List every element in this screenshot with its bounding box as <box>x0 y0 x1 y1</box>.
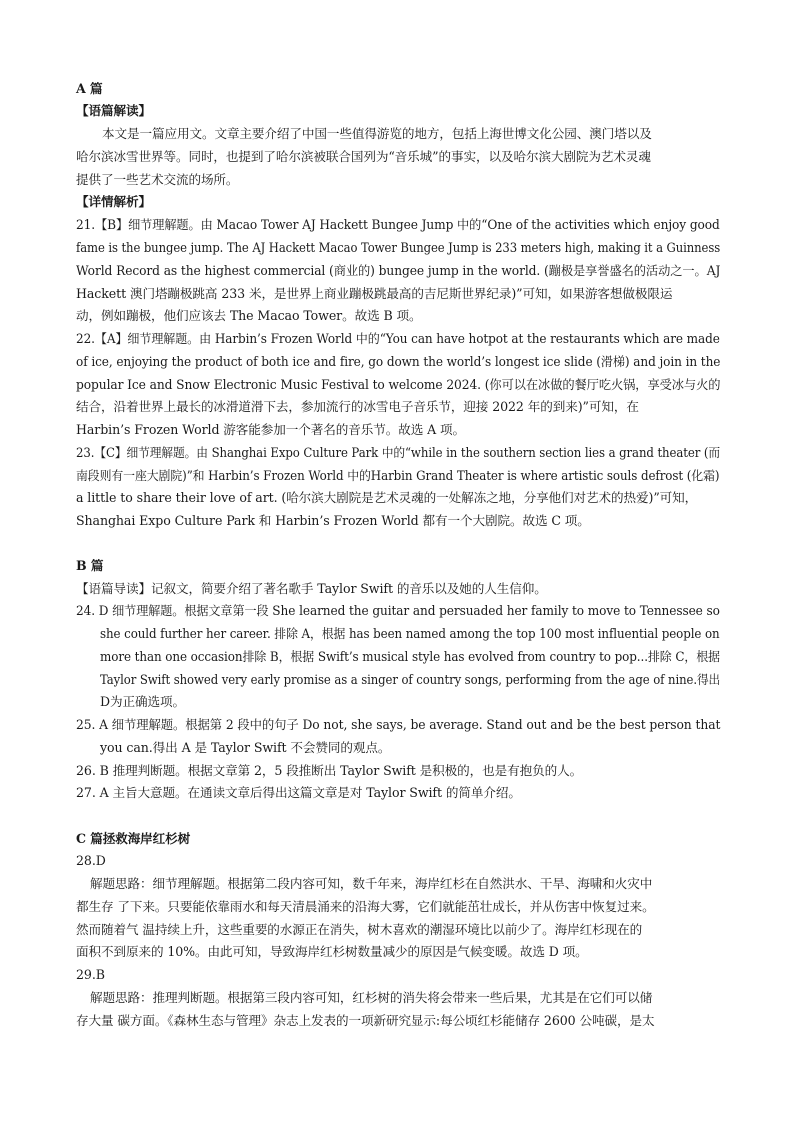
reading-line: 本文是一篇应用文。文章主要介绍了中国一些值得游览的地方，包括上海世博文化公园、澳门塔以及 <box>102 126 652 141</box>
section-a-heading: A 篇 <box>76 81 103 96</box>
q23-line: 23.【C】细节理解题。由 Shanghai Expo Culture Park 中的“while in the southern section lies a grand theater (而 <box>76 445 720 460</box>
q29-line: 解题思路：推理判断题。根据第三段内容可知，红杉树的消失将会带来一些后果，尤其是在它们可以储 <box>90 990 653 1005</box>
reading-line: 提供了一些艺术交流的场所。 <box>76 172 239 187</box>
q28-line: 都生存 了下来。只要能依靠雨水和每天清晨涌来的沿海大雾，它们就能茁壮成长，并从伤害中恢复过来。 <box>76 899 655 914</box>
q21-line: World Record as the highest commercial (商业的) bungee jump in the world. (蹦极是享誉盛名的活动之一。AJ <box>76 263 721 278</box>
q22-line: 22.【A】细节理解题。由 Harbin’s Frozen World 中的“You can have hotpot at the restaurants which are made <box>76 331 720 346</box>
q23-line: a little to share their love of art. (哈尔滨大剧院是艺术灵魂的一处解冻之地，分享他们对艺术的热爱)”可知， <box>76 490 698 505</box>
q24-line: 24. D 细节理解题。根据文章第一段 She learned the guitar and persuaded her family to move to Tennessee so <box>76 603 720 618</box>
section-b-guide: 【语篇导读】记叙文，简要介绍了著名歌手 Taylor Swift 的音乐以及她的人生信仰。 <box>76 581 547 596</box>
section-a-detail-title: 【详情解析】 <box>76 194 151 209</box>
q24-line: more than one occasion排除 B，根据 Swift’s musical style has evolved from country to pop...排除 C，根据 <box>100 649 720 664</box>
q29-answer: 29.B <box>76 967 105 982</box>
section-c-heading: C 篇拯救海岸红杉树 <box>76 831 191 846</box>
q28-line: 解题思路：细节理解题。根据第二段内容可知，数千年来，海岸红杉在自然洪水、干旱、海啸和火灾中 <box>90 876 653 891</box>
section-b-heading: B 篇 <box>76 558 104 573</box>
q22-line: 结合，沿着世界上最长的冰滑道滑下去，参加流行的冰雪电子音乐节，迎接 2022 年的到来)”可知，在 <box>76 399 639 414</box>
q29-line: 存大量 碳方面。《森林生态与管理》杂志上发表的一项新研究显示:每公顷红杉能储存 2600 公吨碳，是太 <box>76 1013 655 1028</box>
q28-line: 然而随着气 温持续上升，这些重要的水源正在消失，树木喜欢的潮湿环境比以前少了。海岸红杉现在的 <box>76 922 643 937</box>
q23-line: Shanghai Expo Culture Park 和 Harbin’s Frozen World 都有一个大剧院。故选 C 项。 <box>76 513 590 528</box>
q21-line: fame is the bungee jump. The AJ Hackett Macao Tower Bungee Jump is 233 meters high, making it a Guinness <box>76 240 721 255</box>
reading-line: 哈尔滨冰雪世界等。同时，也提到了哈尔滨被联合国列为“音乐城”的事实，以及哈尔滨大剧院为艺术灵魂 <box>76 149 651 164</box>
q24-line: Taylor Swift showed very early promise as a singer of country songs, performing from the age of nine.得出 <box>100 672 721 687</box>
q28-answer: 28.D <box>76 853 106 868</box>
q25-line: 25. A 细节理解题。根据第 2 段中的句子 Do not, she says, be average. Stand out and be the best person that <box>76 717 721 732</box>
q21-line: Hackett 澳门塔蹦极跳高 233 米，是世界上商业蹦极跳最高的吉尼斯世界纪录)”可知，如果游客想做极限运 <box>76 286 673 301</box>
q22-line: Harbin’s Frozen World 游客能参加一个著名的音乐节。故选 A 项。 <box>76 422 465 437</box>
q26-line: 26. B 推理判断题。根据文章第 2，5 段推断出 Taylor Swift 是积极的，也是有抱负的人。 <box>76 763 583 778</box>
q28-line: 面积不到原来的 10%。由此可知，导致海岸红杉树数量减少的原因是气候变暖。故选 D 项。 <box>76 944 588 959</box>
q22-line: popular Ice and Snow Electronic Music Festival to welcome 2024. (你可以在冰做的餐厅吃火锅，享受冰与火的 <box>76 377 721 392</box>
q24-line: D为正确选项。 <box>100 694 185 709</box>
q25-line: you can.得出 A 是 Taylor Swift 不会赞同的观点。 <box>100 740 391 755</box>
q27-line: 27. A 主旨大意题。在通读文章后得出这篇文章是对 Taylor Swift 的简单介绍。 <box>76 785 521 800</box>
q24-line: she could further her career. 排除 A，根据 has been named among the top 100 most influential people on <box>100 626 720 641</box>
section-a-reading-title: 【语篇解读】 <box>76 103 151 118</box>
q23-line: 南段则有一座大剧院)”和 Harbin’s Frozen World 中的Harbin Grand Theater is where artistic souls defrost (化霜) <box>76 468 720 483</box>
q21-line: 21.【B】细节理解题。由 Macao Tower AJ Hackett Bungee Jump 中的“One of the activities which enjoy good <box>76 217 720 232</box>
q21-line: 动，例如蹦极，他们应该去 The Macao Tower。故选 B 项。 <box>76 308 422 323</box>
q22-line: of ice, enjoying the product of both ice and fire, go down the world’s longest ice slide (滑梯) and join in the <box>76 354 721 369</box>
